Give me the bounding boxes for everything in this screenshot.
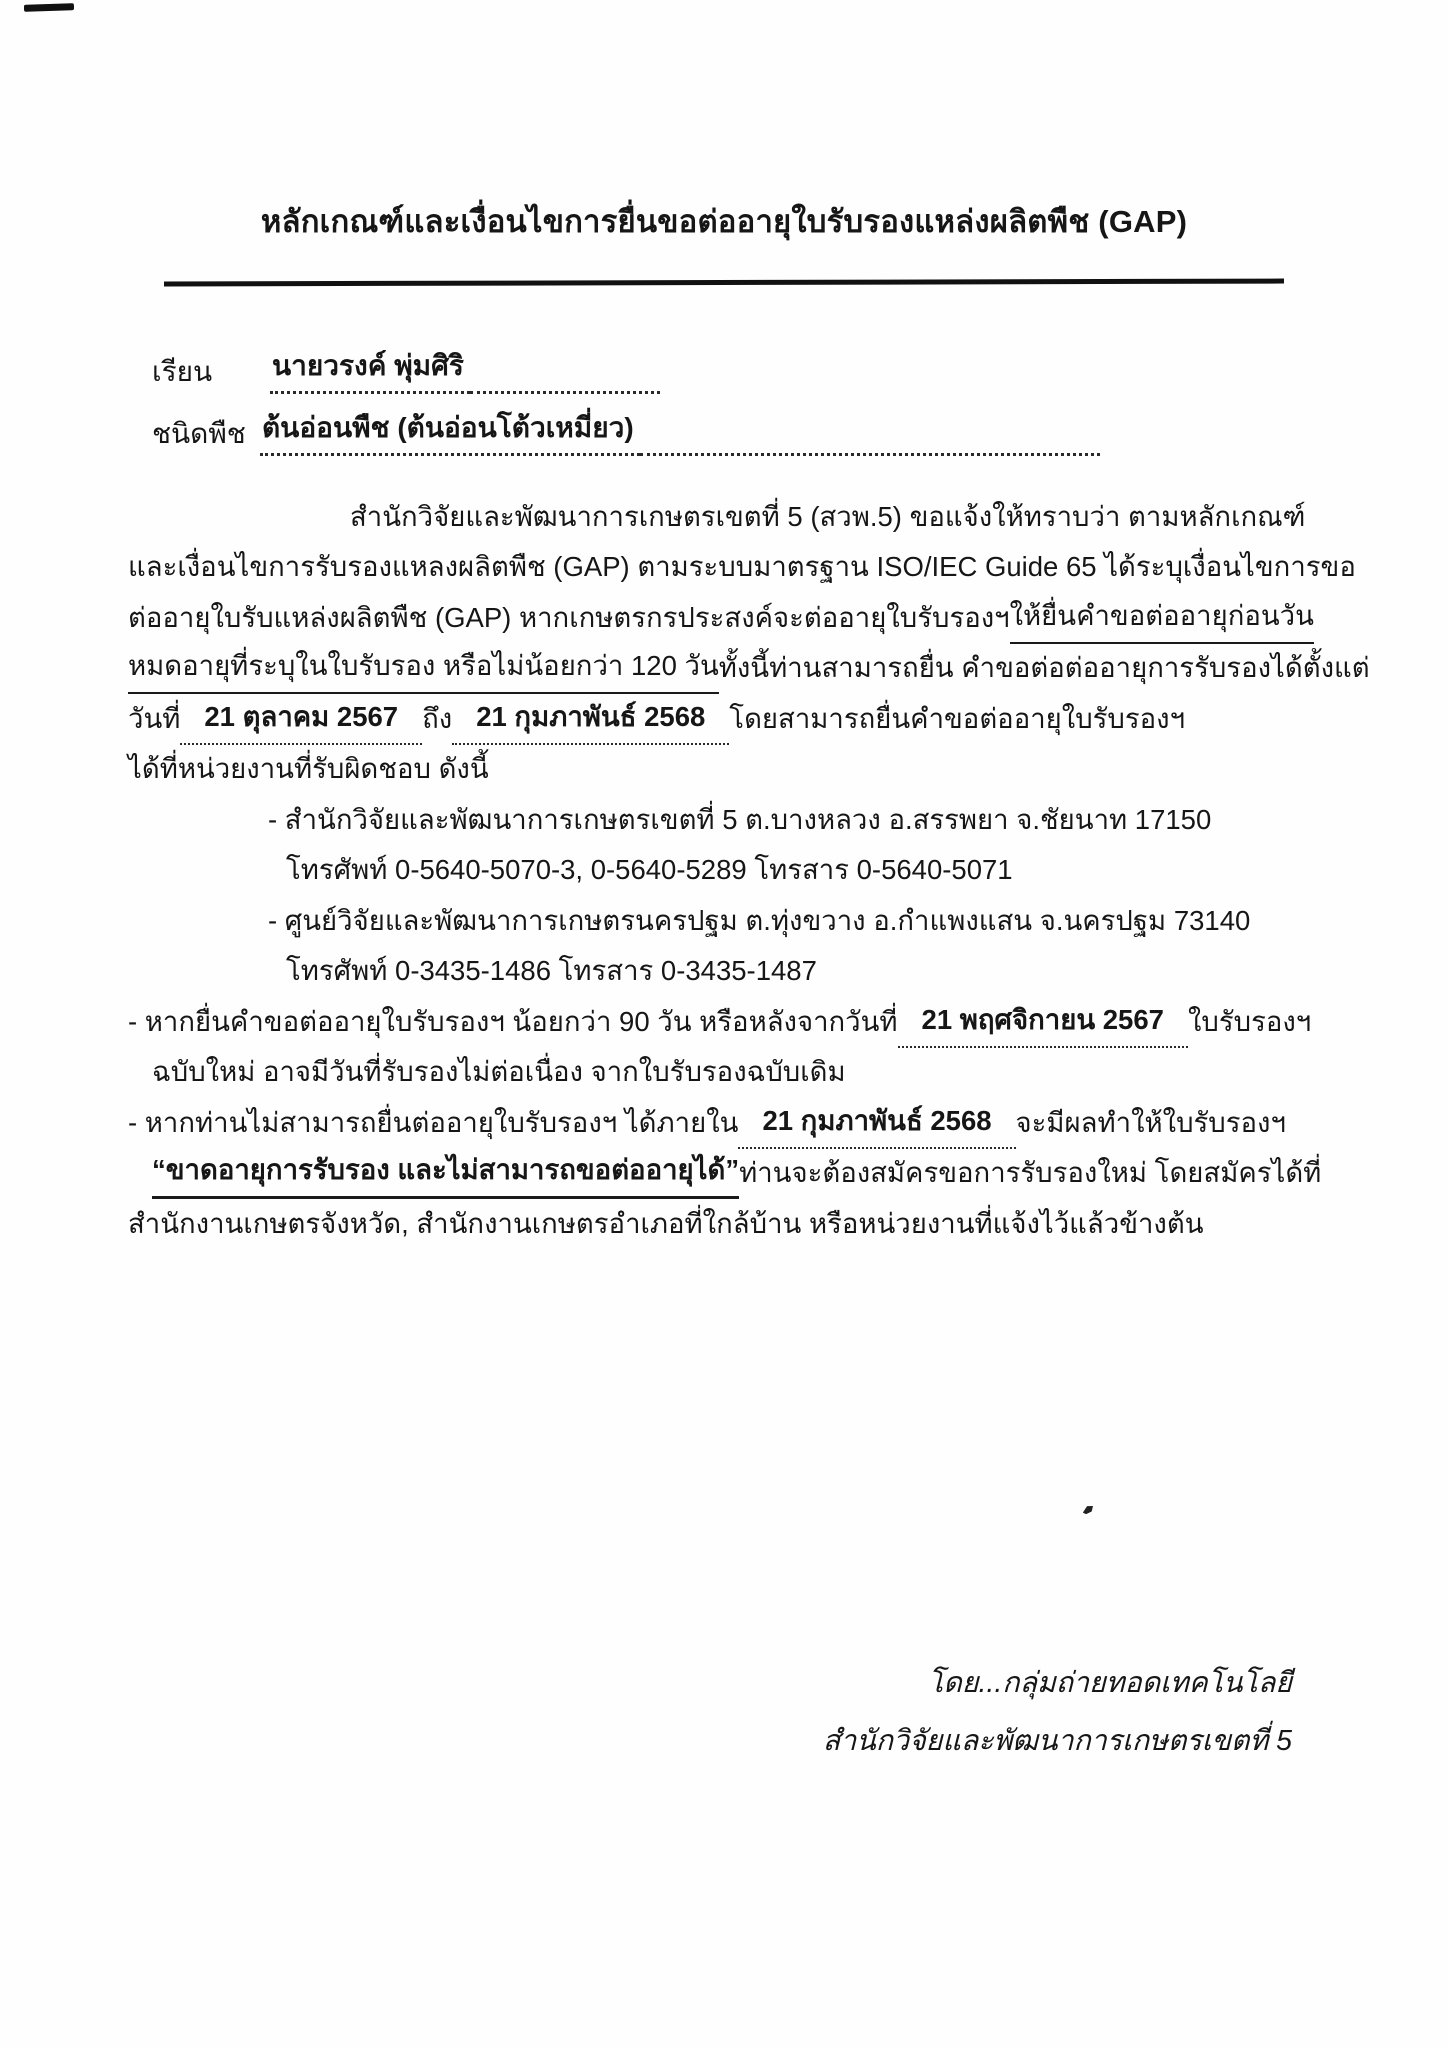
body-line — [128, 1098, 1338, 1149]
text-run: 21 กุมภาพันธ์ 2568 — [738, 1099, 1015, 1149]
text-run: สำนักวิจัยและพัฒนาการเกษตรเขตที่ 5 (สวพ.5) ขอแจ้งให้ทราบว่า ตามหลักเกณฑ์ — [350, 500, 1306, 532]
text-run: - สำนักวิจัยและพัฒนาการเกษตรเขตที่ 5 ต.บางหลวง อ.สรรพยา จ.ชัยนาท 17150 — [268, 803, 1212, 835]
text-run: ถึง — [422, 702, 453, 734]
plant-type-row — [152, 406, 1100, 456]
page-title: หลักเกณฑ์และเงื่อนไขการยื่นขอต่ออายุใบรับรองแหล่งผลิตพืช (GAP) — [260, 204, 1188, 239]
text-run: สำนักงานเกษตรจังหวัด, สำนักงานเกษตรอำเภอที่ใกล้บ้าน หรือหน่วยงานที่แจ้งไว้แล้วข้างต้น — [128, 1207, 1204, 1239]
text-run: ท่านจะต้องสมัครขอการรับรองใหม่ โดยสมัครได้ที่ — [739, 1157, 1322, 1188]
text-run: ให้ยื่นคำขอต่ออายุก่อนวัน — [1010, 594, 1314, 644]
text-run: โดยสามารถยื่นคำขอต่ออายุใบรับรองฯ — [729, 702, 1186, 734]
signature-office-line: สำนักวิจัยและพัฒนาการเกษตรเขตที่ 5 — [822, 1725, 1292, 1757]
dotted-leader — [640, 419, 1100, 456]
body-line — [128, 997, 1338, 1048]
scan-artifact-mark — [24, 3, 74, 12]
signature-by-line: โดย...กลุ่มถ่ายทอดเทคโนโลยี — [927, 1667, 1292, 1699]
title-divider-rule — [164, 279, 1284, 287]
dotted-leader — [470, 357, 660, 394]
body-line — [128, 593, 1338, 644]
text-run: ได้ที่หน่วยงานที่รับผิดชอบ ดังนี้ — [128, 753, 489, 784]
body-line — [268, 795, 1338, 846]
text-run: โทรศัพท์ 0-5640-5070-3, 0-5640-5289 โทรสาร 0-5640-5071 — [286, 854, 1013, 885]
body-line — [128, 1199, 1338, 1250]
text-run: - หากยื่นคำขอต่ออายุใบรับรองฯ น้อยกว่า 90 วัน หรือหลังจากวันที่ — [128, 1005, 898, 1037]
text-run: ทั้งนี้ท่านสามารถยื่น คำขอต่อต่ออายุการรับรองได้ตั้งแต่ — [718, 652, 1370, 683]
text-run: จะมีผลทำให้ใบรับรองฯ — [1015, 1106, 1286, 1138]
body-line — [268, 896, 1338, 947]
text-run: โทรศัพท์ 0-3435-1486 โทรสาร 0-3435-1487 — [286, 955, 817, 986]
signature-block — [823, 1654, 1292, 1770]
body-line — [350, 492, 1338, 543]
text-run: 21 พฤศจิกายน 2567 — [898, 998, 1188, 1048]
text-run: “ขาดอายุการรับรอง และไม่สามารถขอต่ออายุได้” — [152, 1148, 739, 1199]
body-line — [152, 1048, 1338, 1099]
text-run: ใบรับรองฯ — [1187, 1005, 1312, 1037]
ink-speck — [1081, 1504, 1095, 1515]
body-line — [152, 1149, 1338, 1200]
addressee-value: นายวรงค์ พุ่มศิริ — [270, 344, 470, 394]
plant-type-label: ชนิดพืช — [152, 418, 246, 449]
body-line — [286, 846, 1338, 897]
text-run: - ศูนย์วิจัยและพัฒนาการเกษตรนครปฐม ต.ทุ่งขวาง อ.กำแพงแสน จ.นครปฐม 73140 — [268, 904, 1251, 936]
text-run: - หากท่านไม่สามารถยื่นต่ออายุใบรับรองฯ ได้ภายใน — [128, 1106, 739, 1138]
text-run: 21 ตุลาคม 2567 — [180, 695, 422, 745]
body-line — [128, 745, 1338, 796]
body-line — [128, 543, 1356, 594]
body-line — [286, 947, 1338, 998]
body-line — [128, 694, 1338, 745]
addressee-label: เรียน — [152, 356, 213, 387]
body-line — [128, 644, 1370, 695]
text-run: ฉบับใหม่ อาจมีวันที่รับรองไม่ต่อเนื่อง จากใบรับรองฉบับเดิม — [152, 1056, 846, 1087]
text-run: ต่ออายุใบรับแหล่งผลิตพืช (GAP) หากเกษตรกรประสงค์จะต่ออายุใบรับรองฯ — [128, 601, 1010, 633]
text-run: 21 กุมภาพันธ์ 2568 — [452, 695, 729, 745]
text-run: วันที่ — [128, 702, 181, 734]
text-run: หมดอายุที่ระบุในใบรับรอง หรือไม่น้อยกว่า 120 วัน — [128, 644, 719, 694]
letter-body — [128, 492, 1370, 1250]
addressee-row — [152, 344, 660, 394]
text-run: และเงื่อนไขการรับรองแหลงผลิตพืช (GAP) ตามระบบมาตรฐาน ISO/IEC Guide 65 ได้ระบุเงื่อนไขการขอ — [128, 551, 1356, 582]
plant-type-value: ต้นอ่อนพืช (ต้นอ่อนโต้วเหมี่ยว) — [260, 406, 640, 456]
